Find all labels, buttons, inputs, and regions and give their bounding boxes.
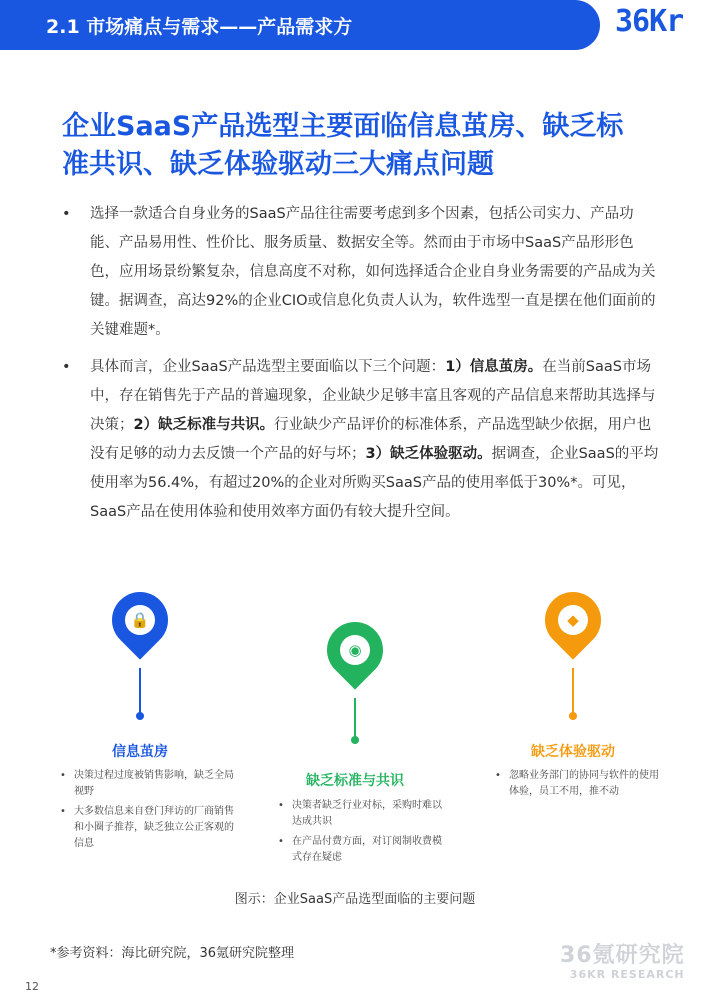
pin-stem-end [569,712,577,720]
page-title-line-1: 企业SaaS产品选型主要面临信息茧房、缺乏标 [62,111,624,142]
watermark-title: 36氪研究院 [560,943,685,968]
paragraph-text: 行业缺少产品评价的标准体系，产品选型缺少依据，用户也没有足够的动力去反馈一个产品的好与坏； [90,417,652,462]
reference-note: *参考资料：海比研究院，36氪研究院整理 [50,946,295,961]
paragraph-text: 具体而言，企业SaaS产品选型主要面临以下三个问题： [90,359,446,375]
page-title-line-2: 准共识、缺乏体验驱动三大痛点问题 [62,149,494,180]
pin-lack-experience [533,580,612,659]
label-info-cocoon: 信息茧房 [112,744,168,760]
figure-caption: 图示：企业SaaS产品选型面临的主要问题 [234,892,476,907]
pin-stem-end [136,712,144,720]
emphasis-lack-experience: 3）缺乏体验驱动。 [365,446,492,462]
emphasis-info-cocoon: 1）信息茧房。 [445,359,543,375]
list-item: • 决策过程过度被销售影响，缺乏全局视野 [60,768,235,800]
pin-stem [139,668,141,714]
target-icon: ◉ [348,641,362,659]
pin-info-cocoon [100,580,179,659]
section-title: 2.1 市场痛点与需求——产品需求方 [46,16,353,38]
pin-lack-standard [315,610,394,689]
label-lack-experience: 缺乏体验驱动 [531,744,615,760]
pin-stem-end [351,736,359,744]
paragraph-text: 据调查，企业SaaS的平均使用率为56.4%，有超过20%的企业对所购买SaaS产品的使用率低于30%*。可见，SaaS产品在使用体验和使用效率方面仍有较大提升空间。 [90,446,659,520]
bullet-dot: • [62,206,71,222]
section-header-bar [0,0,600,50]
points-lack-standard [278,798,443,870]
brand-logo [615,4,683,39]
points-lack-experience [495,768,665,804]
list-item: • 忽略业务部门的协同与软件的使用体验，员工不用，推不动 [495,768,665,800]
bullet-paragraph-2 [62,353,662,527]
page-number: 12 [25,980,39,993]
logo-text: 36Kr [615,4,684,39]
bullet-dot: • [62,359,71,375]
watermark-subtitle: 36KR RESEARCH [569,968,685,981]
label-lack-standard: 缺乏标准与共识 [306,773,404,789]
pin-stem [572,668,574,714]
emphasis-lack-standard: 2）缺乏标准与共识。 [133,417,275,433]
list-item: • 大多数信息来自登门拜访的厂商销售和小圈子推荐，缺乏独立公正客观的信息 [60,804,235,852]
pin-stem [354,698,356,738]
list-item: • 在产品付费方面，对订阅制收费模式存在疑虑 [278,834,443,866]
handshake-icon: ◆ [567,611,579,629]
paragraph-text: 在当前SaaS市场中，存在销售先于产品的普遍现象，企业缺少足够丰富且客观的产品信息来帮助其选择与决策； [90,359,656,433]
watermark [560,944,685,982]
body-bullets [62,200,662,535]
list-item: • 决策者缺乏行业对标，采购时难以达成共识 [278,798,443,830]
bullet-paragraph-1 [62,200,662,345]
page-title [62,108,662,184]
points-info-cocoon [60,768,235,856]
paragraph-text: 选择一款适合自身业务的SaaS产品往往需要考虑到多个因素，包括公司实力、产品功能、产品易用性、性价比、服务质量、数据安全等。然而由于市场中SaaS产品形形色色，应用场景纷繁复杂，信息高度不对称，如何选择适合企业自身业务需要的产品成为关键。据调查，高达92%的企业CIO或信息化负责人认为，软件选型一直是摆在他们面前的关键难题*。 [90,206,656,338]
lock-icon: 🔒 [130,611,150,629]
